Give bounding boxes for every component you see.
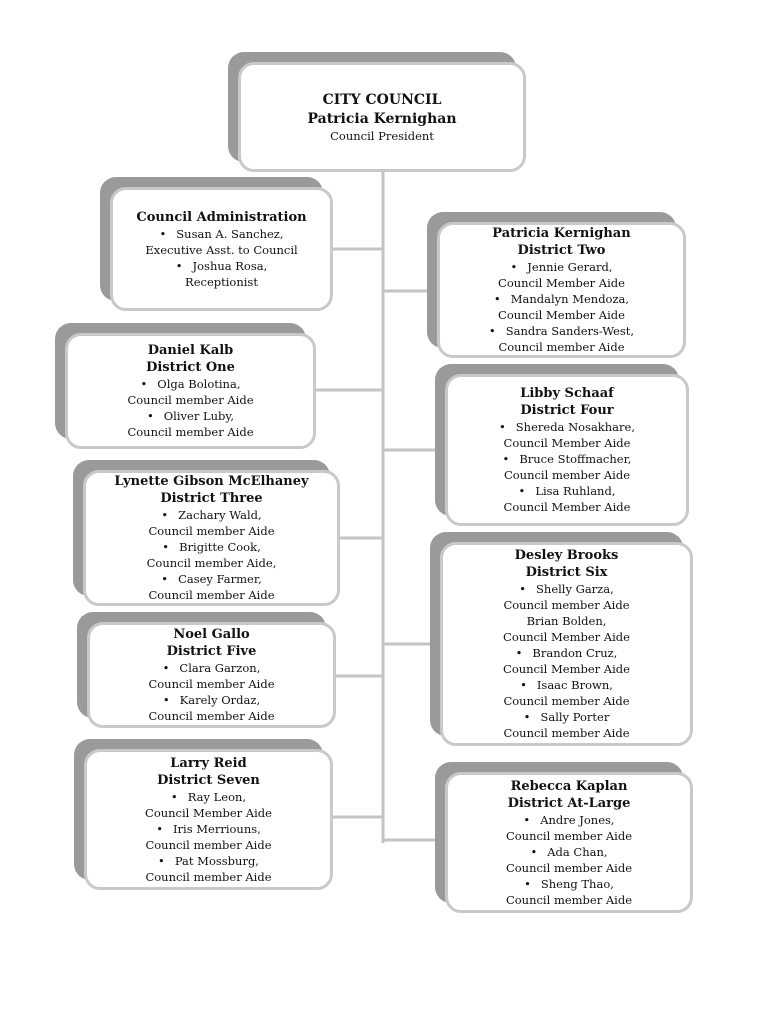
aide-name: • Ada Chan,: [530, 844, 607, 860]
aide-name: Brian Bolden,: [526, 614, 607, 628]
aide-name: • Isaac Brown,: [520, 677, 613, 693]
aide-role: Council Member Aide: [498, 308, 625, 322]
district-one-box: [65, 333, 316, 449]
member-name: Larry Reid: [170, 755, 247, 771]
district-two-box: [437, 222, 686, 358]
district-name: District Four: [520, 403, 614, 418]
district-name: District Five: [166, 644, 257, 659]
aide-role: Council member Aide: [503, 726, 630, 740]
aide-name: • Zachary Wald,: [161, 507, 261, 523]
aide-name: • Casey Farmer,: [161, 571, 261, 587]
district-name: District At-Large: [507, 795, 631, 811]
aide-role: Council member Aide: [503, 468, 631, 482]
district-seven-box: [84, 749, 333, 890]
aide-role: Council member Aide,: [146, 556, 277, 570]
member-name: Noel Gallo: [173, 627, 250, 642]
admin-title: Council Administration: [136, 209, 307, 225]
member-name: Libby Schaaf: [520, 386, 614, 401]
aide-role: Council member Aide: [148, 709, 275, 723]
aide-name: • Karely Ordaz,: [163, 692, 260, 708]
aide-role: Council Member Aide: [503, 662, 630, 676]
aide-role: Council Member Aide: [498, 276, 625, 290]
staff-role: Receptionist: [185, 274, 258, 289]
aide-name: • Brigitte Cook,: [162, 539, 260, 555]
aide-name: • Jennie Gerard,: [510, 259, 612, 275]
district-four-box: [445, 374, 689, 526]
member-name: Daniel Kalb: [147, 343, 234, 358]
aide-role: Council member Aide: [127, 393, 254, 407]
aide-role: Council member Aide: [127, 425, 254, 439]
city-council-box: [238, 62, 526, 172]
district-five-box: [87, 622, 336, 728]
district-name: District One: [146, 360, 235, 375]
aide-role: Council Member Aide: [145, 805, 272, 820]
district-name: District Six: [525, 565, 608, 580]
aide-role: Council member Aide: [498, 340, 625, 354]
district-three-box: [83, 470, 340, 606]
member-name: Lynette Gibson McElhaney: [114, 474, 309, 489]
staff-name: • Joshua Rosa,: [176, 258, 268, 274]
council-president-name: Patricia Kernighan: [307, 110, 457, 127]
aide-name: • Sandra Sanders-West,: [489, 323, 634, 339]
district-at-large-box: [445, 772, 693, 913]
aide-role: Council member Aide: [148, 524, 275, 538]
aide-name: • Iris Merriouns,: [156, 821, 261, 837]
aide-name: • Ray Leon,: [171, 789, 246, 805]
aide-role: Council member Aide: [505, 828, 633, 843]
aide-name: • Mandalyn Mendoza,: [494, 291, 629, 307]
staff-name: • Susan A. Sanchez,: [159, 226, 283, 242]
aide-name: • Sally Porter: [524, 709, 610, 725]
aide-name: • Oliver Luby,: [147, 408, 234, 424]
aide-name: • Pat Mossburg,: [158, 853, 259, 869]
aide-name: • Lisa Ruhland,: [519, 483, 616, 499]
district-name: District Two: [517, 243, 606, 258]
aide-role: Council Member Aide: [503, 436, 631, 450]
aide-role: Council member Aide: [145, 869, 272, 884]
member-name: Rebecca Kaplan: [510, 778, 628, 794]
council-president-role: Council President: [330, 128, 434, 143]
district-six-box: [440, 542, 693, 746]
member-name: Patricia Kernighan: [492, 226, 631, 241]
district-name: District Three: [160, 491, 263, 506]
staff-role: Executive Asst. to Council: [145, 242, 298, 257]
council-title: CITY COUNCIL: [322, 91, 442, 108]
aide-name: • Olga Bolotina,: [141, 376, 241, 392]
district-name: District Seven: [157, 772, 260, 788]
aide-name: • Shelly Garza,: [519, 581, 614, 597]
aide-name: • Clara Garzon,: [163, 660, 261, 676]
aide-role: Council member Aide: [505, 860, 633, 875]
council-administration-box: [110, 187, 333, 311]
aide-name: • Sheng Thao,: [524, 876, 614, 892]
member-name: Desley Brooks: [514, 548, 619, 563]
aide-role: Council member Aide: [505, 892, 633, 907]
aide-role: Council Member Aide: [503, 500, 631, 514]
aide-name: • Bruce Stoffmacher,: [503, 451, 632, 467]
aide-role: Council member Aide: [503, 694, 630, 708]
aide-role: Council member Aide: [148, 677, 275, 691]
aide-name: • Shereda Nosakhare,: [499, 419, 635, 435]
aide-role: Council member Aide: [503, 598, 630, 612]
aide-role: Council member Aide: [145, 837, 272, 852]
aide-name: • Andre Jones,: [523, 812, 614, 828]
aide-role: Council member Aide: [148, 588, 275, 602]
aide-role: Council Member Aide: [503, 630, 630, 644]
aide-name: • Brandon Cruz,: [516, 645, 618, 661]
